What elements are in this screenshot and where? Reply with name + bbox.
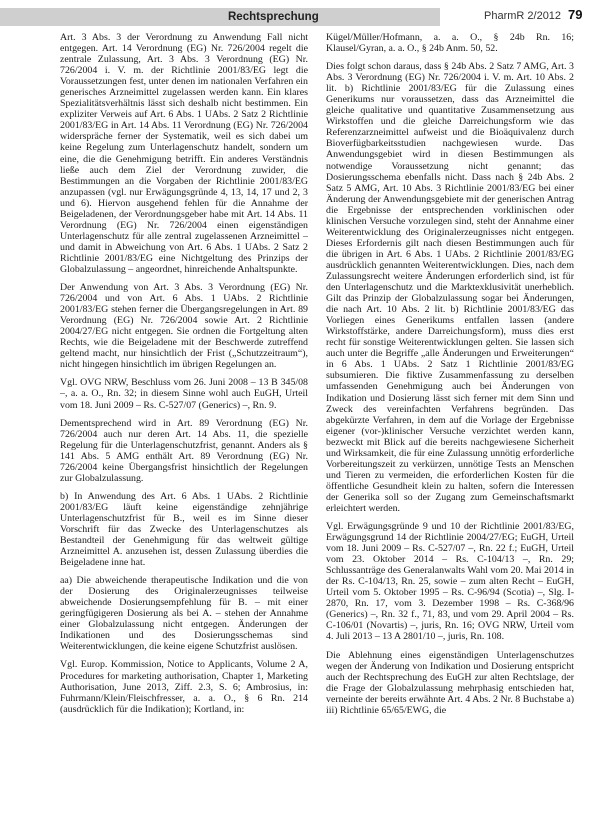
paragraph: Dementsprechend wird in Art. 89 Verordnung (EG) Nr. 726/2004 auch nur deren Art. 14 Abs. 11, die spezielle Regelung für die Unterlagenschutzfrist, genannt. Anders als § 141 Abs. 5 AMG enthält Art. 89 Verordnung (EG) Nr. 726/2004 keine Übergangsfrist hinsichtlich der Regelungen zur Globalzulassung. [60, 417, 308, 484]
citation-paragraph: Vgl. Erwägungsgründe 9 und 10 der Richtlinie 2001/83/EG, Erwägungsgrund 14 der Richtlinie 2004/27/EG; EuGH, Urteil vom 18. Juni 2009 – Rs. C-527/07 –, Rn. 22 f.; EuGH, Urteil vom 23. Oktober 2014 – Rs. C-104/13 –, Rn. 29; Schlussanträge des Generalanwalts Wahl vom 20. Mai 2014 in der Rs. C-104/13, Rn. 25, sowie – zum alten Recht – EuGH, Urteil vom 5. Oktober 1995 – Rs. C-96/94 (Scotia) –, Slg. I-2870, Rn. 17, vom 3. Dezember 1998 – Rs. C-368/96 (Generics) –, Rn. 32 f., 71, 83, und vom 29. April 2004 – Rs. C-106/01 (Novartis) –, juris, Rn. 16; OVG NRW, Urteil vom 4. Juli 2013 – 13 A 2801/10 –, juris, Rn. 108. [326, 521, 574, 643]
citation-paragraph: Vgl. OVG NRW, Beschluss vom 26. Juni 2008 – 13 B 345/08 –, a. a. O., Rn. 32; in diesem Sinne wohl auch EuGH, Urteil vom 18. Juni 2009 – Rs. C-527/07 (Generics) –, Rn. 9. [60, 377, 308, 411]
section-title: Rechtsprechung [228, 11, 319, 23]
header-bar [0, 8, 440, 26]
paragraph: b) In Anwendung des Art. 6 Abs. 1 UAbs. 2 Richtlinie 2001/83/EG läuft keine eigenständige zehnjährige Unterlagenschutzfrist für B., weil es im Sinne dieser Vorschrift für das Zwecke des Unterlagenschutzes als Bestandteil der Genehmigung für das weltweit gültige Arzneimittel A. anzusehen ist, dessen Zulassung überdies die Beigeladene inne hat. [60, 490, 308, 569]
journal-citation: PharmR 2/2012 [484, 10, 562, 22]
citation-paragraph: Kügel/Müller/Hofmann, a. a. O., § 24b Rn. 16; Klausel/Gyran, a. a. O., § 24b Anm. 50, 52. [326, 32, 574, 55]
paragraph: aa) Die abweichende therapeutische Indikation und die von der Dosierung des Originalerzeugnisses teilweise abweichende Dosierungsempfehlung für B. – mit einer geringfügigeren Dosierung als bei A. – stehen der Annahme einer Globalzulassung nicht entgegen. Änderungen der Indikationen und des Dosierungsschemas sind Weiterentwicklungen, die keine eigene Schutzfrist auslösen. [60, 575, 308, 653]
paragraph: Der Anwendung von Art. 3 Abs. 3 Verordnung (EG) Nr. 726/2004 und von Art. 6 Abs. 1 UAbs. 2 Richtlinie 2001/83/EG stehen ferner die Übergangsregelungen in Art. 89 Verordnung (EG) Nr. 726/2004 sowie Art. 2 Richtlinie 2004/27/EG nicht entgegen. Sie ordnen die Fortgeltung alten Rechts, wie die Beigeladene mit der Beschwerde zutreffend geltend macht, nur hinsichtlich der Frist („Schutzzeitraum“), nicht hingegen hinsichtlich im übrigen Regelungen an. [60, 282, 308, 371]
page-number: 79 [568, 7, 583, 22]
citation-paragraph: Vgl. Europ. Kommission, Notice to Applicants, Volume 2 A, Procedures for marketing authorisation, Chapter 1, Marketing Authorisation, June 2013, Ziff. 2.3, S. 6; Ambrosius, in: Fuhrmann/Klein/Fleischfresser, a. a. O., § 6 Rn. 214 (ausdrücklich für die Indikation); Kortland, in: [60, 659, 308, 715]
left-column [60, 32, 308, 715]
page-header [0, 0, 600, 30]
paragraph: Die Ablehnung eines eigenständigen Unterlagenschutzes wegen der Änderung von Indikation und Dosierung entspricht auch der Rechtsprechung des EuGH zur alten Rechtslage, der die Frage der Globalzulassung mehrphasig entschieden hat, verneinte der bereits erwähnte Art. 4 Abs. 2 Nr. 8 Buchstabe a) iii) Richtlinie 65/65/EWG, die [326, 649, 574, 716]
paragraph: Dies folgt schon daraus, dass § 24b Abs. 2 Satz 7 AMG, Art. 3 Abs. 3 Verordnung (EG) Nr. 726/2004 i. V. m. Art. 10 Abs. 2 lit. b) Richtlinie 2001/83/EG für die Zulassung eines Generikums nur voraussetzen, dass das Arzneimittel die gleiche qualitative und quantitative Zusammensetzung aus Wirkstoffen und die gleiche Darreichungsform wie das Referenzarzneimittel aufweist und die Bioäquivalenz durch Bioverfügbarkeitsstudien nachgewiesen wurde. Das Anwendungsgebiet wird in diesen Bestimmungen als notwendige Voraussetzung nicht genannt; das Dosierungsschema ebenfalls nicht. Dass nach § 24b Abs. 2 Satz 5 AMG, Art. 10 Abs. 3 Richtlinie 2001/83/EG bei einer Änderung der Anwendungsgebiete mit der generischen Antrag die Ergebnisse der entsprechenden vorklinischen oder klinischen Versuche vorzulegen sind, steht der Annahme einer Weiterentwicklung des Originalerzeugnisses nicht entgegen. Dieses Erfordernis gilt nach diesen Bestimmungen auch für die übrigen in Art. 6 Abs. 1 UAbs. 2 Richtlinie 2001/83/EG ausdrücklich genannten Weiterentwicklungen. Dies, nach dem Zulassungsrecht weitere Änderungen erforderlich sind, ist für den Unterlagenschutz und die Marktexklusivität unerheblich. Gilt das Prinzip der Globalzulassung sogar bei Änderungen, die nach Art. 10 Abs. 2 lit. b) Richtlinie 2001/83/EG das Vorliegen eines Generikums entfallen lassen (andere Wirkstoffstärke, andere Darreichungsform), muss dies erst recht für sonstige Weiterentwicklungen gelten. Sie lassen sich auch unter die Begriffe „alle Änderungen und Erweiterungen“ in 6 Abs. 1 UAbs. 2 Satz 1 Richtlinie 2001/83/EG subsumieren. Die fiktive Zusammenfassung zu derselben umfassenden Genehmigung auch bei Änderungen von Indikation und Dosierung lässt sich ferner mit dem Sinn und Zweck des vereinfachten Verfahrens begründen. Das abgekürzte Verfahren, in dem auf die Vorlage der Ergebnisse eigener (vor-)klinischer Versuche verzichtet werden kann, bezweckt mit Blick auf die bereits nachgewiesene Sicherheit und Wirksamkeit, die für eine Zulassung unnötig erforderliche Vorbereitungszeit zu verkürzen, unnötige Tests an Menschen und Tieren zu vermeiden, die erforderlichen Kosten für die öffentliche Gesundheit klein zu halten, sofern die Interessen der Generika soll so der Zugang zum Gemeinschaftsmarkt erleichtert werden. [326, 61, 574, 514]
right-column [326, 32, 574, 716]
paragraph: Art. 3 Abs. 3 der Verordnung zu Anwendung Fall nicht entgegen. Art. 14 Verordnung (EG) Nr. 726/2004 regelt die zentrale Zulassung, Art. 3 Abs. 3 Verordnung (EG) Nr. 726/2004 i. V. m. der Richtlinie 2001/83/EG legt die Voraussetzungen fest, unter denen im nationalen Verfahren ein generisches Arzneimittel zugelassen werden kann. Ein klares Spezialitätsverhältnis lässt sich deshalb nicht bestimmen. Ein expliziter Verweis auf Art. 6 Abs. 1 UAbs. 2 Satz 2 Richtlinie 2001/83/EG in Art. 14 Abs. 11 Verordnung (EG) Nr. 726/2004 widerspräche ferner der Systematik, weil es sich dabei um keine Regelung zum Unterlagenschutz handelt, sondern um eine, die die Genehmigung betrifft. Ein anderes Verständnis ließe auch dem Ziel der Verordnung zuwider, die Bestimmungen an die Vorgaben der Richtlinie 2001/83/EG anzupassen (vgl. nur Erwägungsgründe 4, 13, 14, 17 und 2, 3 und 6). Hiervon ausgehend fehlen für die Annahme der Beigeladenen, der Verordnungsgeber habe mit Art. 14 Abs. 11 Verordnung (EG) Nr. 726/2004 einen eigenständigen Unterlagenschutz für alle zentral zugelassenen Arzneimittel – und damit in Abweichung von Art. 6 Abs. 1 UAbs. 2 Satz 2 Richtlinie 2001/83/EG eine Nichtgeltung des Prinzips der Globalzulassung – angeordnet, hinreichende Anhaltspunkte. [60, 32, 308, 275]
